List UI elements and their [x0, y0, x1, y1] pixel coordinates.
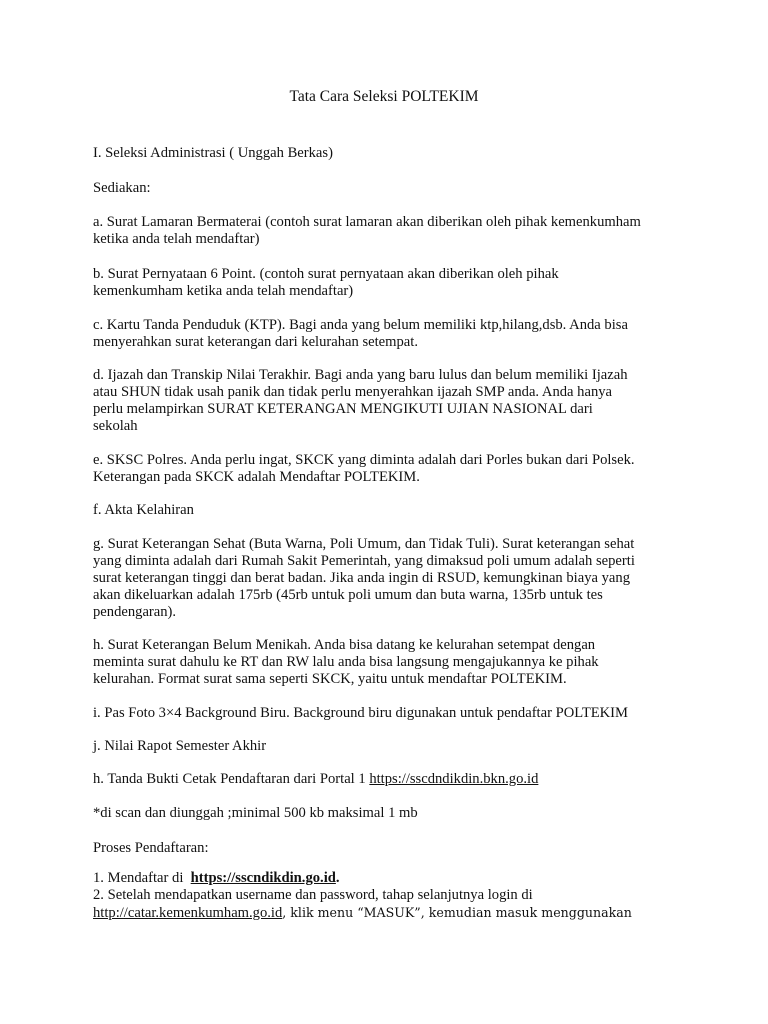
item-d-line: sekolah — [93, 418, 138, 434]
item-a-line: a. Surat Lamaran Bermaterai (contoh surat lamaran akan diberikan oleh pihak kemenkumham — [93, 214, 641, 230]
item-g-line: g. Surat Keterangan Sehat (Buta Warna, Poli Umum, dan Tidak Tuli). Surat keterangan sehat — [93, 536, 635, 552]
item-e — [93, 452, 683, 486]
item-c-line: c. Kartu Tanda Penduduk (KTP). Bagi anda yang belum memiliki ktp,hilang,dsb. Anda bisa — [93, 317, 628, 333]
item-g — [93, 536, 683, 621]
step-2-line: 2. Setelah mendapatkan username dan password, tahap selanjutnya login di — [93, 887, 533, 903]
item-e-line: e. SKSC Polres. Anda perlu ingat, SKCK yang diminta adalah dari Porles bukan dari Polsek. — [93, 452, 635, 468]
sscndikdin-link[interactable]: https://sscndikdin.go.id — [190, 870, 336, 886]
item-h-portal-line — [93, 771, 683, 788]
item-h-portal — [93, 771, 683, 788]
item-d-line: perlu melampirkan SURAT KETERANGAN MENGIKUTI UJIAN NASIONAL dari — [93, 401, 593, 417]
item-b-line: kemenkumham ketika anda telah mendaftar) — [93, 283, 354, 299]
item-e-line: Keterangan pada SKCK adalah Mendaftar POLTEKIM. — [93, 469, 420, 485]
step-2-rest: , klik menu “MASUK”, kemudian masuk menggunakan — [282, 905, 632, 920]
item-i — [93, 705, 683, 722]
item-d-line: d. Ijazah dan Transkip Nilai Terakhir. Bagi anda yang baru lulus dan belum memiliki Ijazah — [93, 367, 628, 383]
item-g-line: akan dikeluarkan adalah 175rb (45rb untuk poli umum dan buta warna, 135rb untuk tes — [93, 587, 603, 603]
section-heading-administrasi: I. Seleksi Administrasi ( Unggah Berkas) — [93, 145, 333, 161]
item-f — [93, 502, 683, 519]
step-1-period: . — [335, 870, 340, 886]
item-g-line: pendengaran). — [93, 604, 177, 620]
item-c-line: menyerahkan surat keterangan dari kelurahan setempat. — [93, 334, 418, 350]
item-b-line: b. Surat Pernyataan 6 Point. (contoh surat pernyataan akan diberikan oleh pihak — [93, 266, 559, 282]
item-d — [93, 367, 683, 435]
scan-note: *di scan dan diunggah ;minimal 500 kb maksimal 1 mb — [93, 805, 418, 821]
item-d-line: atau SHUN tidak usah panik dan tidak perlu menyerahkan ijazah SMP anda. Anda hanya — [93, 384, 613, 400]
item-j — [93, 738, 683, 755]
sediakan-label: Sediakan: — [93, 180, 151, 196]
item-a-line: ketika anda telah mendaftar) — [93, 231, 260, 247]
item-i-line: i. Pas Foto 3×4 Background Biru. Background biru digunakan untuk pendaftar POLTEKIM — [93, 705, 629, 721]
step-2-line — [93, 904, 683, 922]
catar-link[interactable]: http://catar.kemenkumham.go.id — [93, 905, 283, 921]
step-1 — [93, 870, 683, 887]
item-j-line: j. Nilai Rapot Semester Akhir — [93, 738, 267, 754]
item-h-line: meminta surat dahulu ke RT dan RW lalu anda bisa langsung mengajukannya ke pihak — [93, 654, 599, 670]
step-1-line — [93, 870, 683, 887]
item-a — [93, 214, 683, 248]
portal-link[interactable]: https://sscdndikdin.bkn.go.id — [369, 771, 539, 787]
item-g-line: surat keterangan tinggi dan berat badan. Jika anda ingin di RSUD, kemungkinan biaya yang — [93, 570, 630, 586]
proses-heading: Proses Pendaftaran: — [93, 840, 209, 856]
item-h-portal-text: h. Tanda Bukti Cetak Pendaftaran dari Portal 1 — [93, 771, 370, 787]
item-h-line: h. Surat Keterangan Belum Menikah. Anda bisa datang ke kelurahan setempat dengan — [93, 637, 596, 653]
step-2 — [93, 887, 683, 922]
item-h — [93, 637, 683, 688]
item-g-line: yang diminta adalah dari Rumah Sakit Pemerintah, yang dimaksud poli umum adalah seperti — [93, 553, 635, 569]
item-h-line: kelurahan. Format surat sama seperti SKCK, yaitu untuk mendaftar POLTEKIM. — [93, 671, 567, 687]
item-c — [93, 317, 683, 351]
item-b — [93, 266, 683, 300]
step-1-text: 1. Mendaftar di — [93, 870, 191, 886]
item-f-line: f. Akta Kelahiran — [93, 502, 194, 518]
document-title: Tata Cara Seleksi POLTEKIM — [289, 88, 479, 105]
